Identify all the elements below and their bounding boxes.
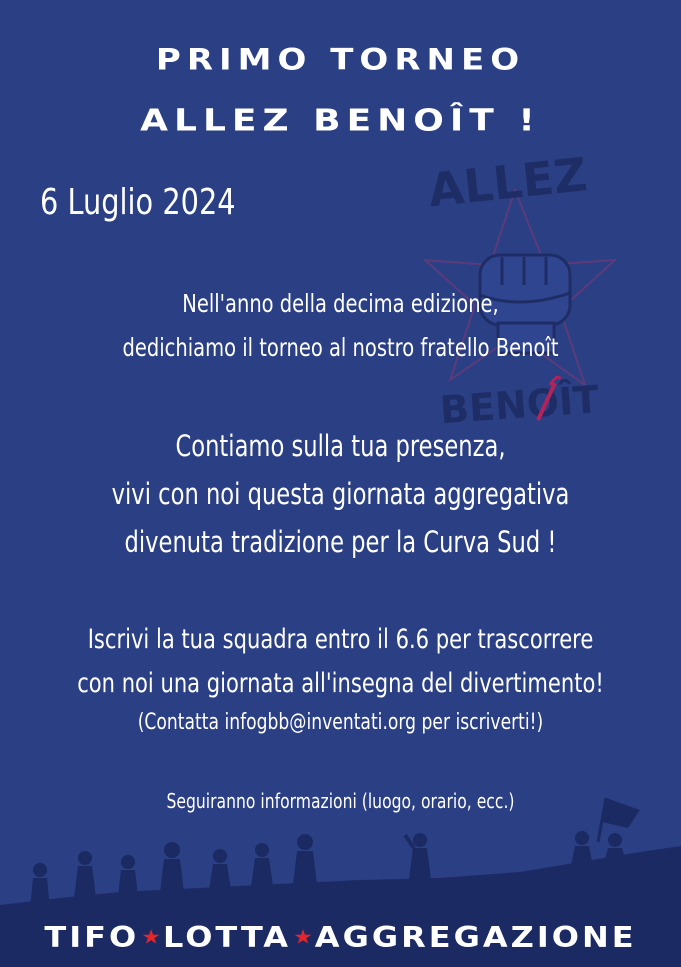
invitation-line-2: vivi con noi questa giornata aggregativa <box>111 477 570 511</box>
slogan-word-tifo: TIFO <box>44 919 140 955</box>
figure-10 <box>604 833 626 862</box>
figure-6 <box>251 843 273 886</box>
registration-line-1: Iscrivi la tua squadra entro il 6.6 per trascorrere <box>87 624 594 655</box>
registration-line-2: con noi una giornata all'insegna del divertimento! <box>77 668 604 699</box>
logo-word-allez: ALLEZ <box>425 147 590 218</box>
figure-9 <box>571 831 593 866</box>
slogan-word-lotta: LOTTA <box>162 919 292 955</box>
figure-8 <box>405 833 431 880</box>
figure-1 <box>30 863 50 908</box>
dedication-paragraph <box>0 282 681 370</box>
invitation-line-3: divenuta tradizione per la Curva Sud ! <box>124 525 557 559</box>
contact-email-line[interactable]: (Contatta infogbb@inventati.org per iscriverti!) <box>137 710 544 735</box>
figure-7 <box>293 834 317 884</box>
figure-5 <box>209 849 231 890</box>
invitation-paragraph <box>0 422 681 566</box>
figure-3 <box>118 855 138 896</box>
figure-2 <box>74 851 96 898</box>
logo-word-benoit: BENOÎT <box>438 377 601 433</box>
title-line-2: ALLEZ BENOÎT ! <box>140 103 541 138</box>
info-note-line: Seguiranno informazioni (luogo, orario, ecc.) <box>166 789 515 813</box>
event-date: 6 Luglio 2024 <box>40 182 236 223</box>
red-star-icon: ★ <box>293 926 313 949</box>
figure-4 <box>160 842 184 892</box>
footer-slogan <box>0 920 681 954</box>
title-line-1: PRIMO TORNEO <box>155 43 526 77</box>
red-star-icon: ★ <box>141 926 161 949</box>
invitation-line-1: Contiamo sulla tua presenza, <box>175 429 506 463</box>
slogan-word-aggregazione: AGGREGAZIONE <box>314 919 637 955</box>
dedication-line-1: Nell'anno della decima edizione, <box>182 289 499 318</box>
dedication-line-2: dedichiamo il torneo al nostro fratello Benoît <box>122 333 559 362</box>
registration-paragraph <box>0 618 681 740</box>
